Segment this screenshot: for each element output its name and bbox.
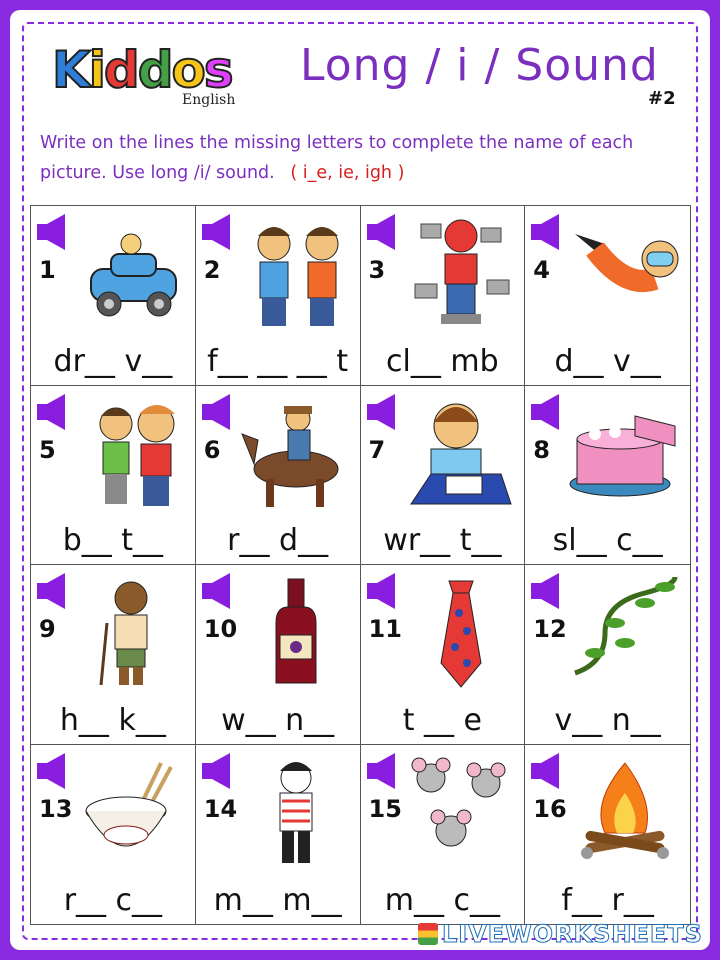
cell-number: 3 [368, 256, 386, 284]
logo-wordmark [52, 42, 262, 98]
wine-bottle-picture [236, 573, 356, 691]
missing-letters-word[interactable]: d__ v__ [554, 343, 661, 379]
logo-letter: s [203, 41, 232, 99]
speaker-icon[interactable] [529, 751, 569, 791]
cell-number: 10 [203, 615, 238, 643]
exercise-cell [196, 745, 361, 925]
exercise-cell [525, 565, 690, 745]
exercise-cell [525, 745, 690, 925]
missing-letters-word[interactable]: m__ c__ [384, 883, 500, 918]
kiddos-logo [52, 42, 262, 112]
speaker-icon[interactable] [200, 751, 240, 791]
cake-slice-picture [565, 394, 685, 512]
exercise-cell [196, 565, 361, 745]
missing-letters-word[interactable]: sl__ c__ [552, 523, 663, 558]
logo-letter: i [88, 41, 104, 99]
necktie-picture [401, 573, 521, 691]
vine-picture [565, 573, 685, 691]
cell-number: 4 [533, 256, 550, 284]
speaker-icon[interactable] [200, 212, 240, 252]
exercise-cell [31, 745, 196, 925]
exercise-grid [30, 205, 691, 925]
cell-number: 1 [39, 256, 56, 284]
missing-letters-word[interactable]: wr__ t__ [383, 523, 502, 558]
speaker-icon[interactable] [35, 212, 75, 252]
speaker-icon[interactable] [365, 751, 405, 791]
exercise-cell [196, 206, 361, 386]
logo-letter: K [52, 41, 89, 99]
exercise-cell [525, 386, 690, 566]
speaker-icon[interactable] [529, 212, 569, 252]
logo-letter: d [103, 41, 138, 99]
cell-number: 5 [39, 435, 56, 464]
missing-letters-word[interactable]: b__ t__ [62, 523, 164, 558]
logo-letter: o [171, 41, 204, 99]
exercise-cell [361, 565, 526, 745]
cell-number: 2 [203, 256, 221, 284]
speaker-icon[interactable] [529, 392, 569, 432]
exercise-cell [361, 745, 526, 925]
missing-letters-word[interactable]: v__ n__ [554, 702, 661, 738]
logo-letter: d [137, 41, 172, 99]
missing-letters-word[interactable]: h__ k__ [59, 702, 166, 738]
speaker-icon[interactable] [365, 571, 405, 611]
instructions [40, 128, 680, 188]
bite-picture [71, 394, 191, 512]
cell-number: 12 [533, 615, 567, 643]
exercise-cell [361, 386, 526, 566]
missing-letters-word[interactable]: r__ c__ [63, 883, 163, 918]
cell-number: 11 [368, 615, 402, 643]
speaker-icon[interactable] [365, 392, 405, 432]
cell-number: 16 [533, 794, 567, 823]
hiker-picture [71, 573, 191, 691]
car-picture [71, 214, 191, 332]
cell-number: 7 [368, 435, 386, 464]
diver-picture [565, 214, 685, 332]
rice-bowl-picture [71, 753, 191, 871]
missing-letters-word[interactable]: w__ n__ [221, 702, 335, 738]
footer-brand-text: LIVEWORKSHEETS [442, 920, 703, 948]
cell-number: 14 [203, 794, 238, 823]
campfire-picture [565, 753, 685, 871]
cell-number: 13 [39, 794, 73, 823]
climb-picture [401, 214, 521, 332]
missing-letters-word[interactable]: r__ d__ [227, 523, 329, 558]
cell-number: 8 [533, 435, 550, 464]
horse-rider-picture [236, 394, 356, 512]
speaker-icon[interactable] [35, 571, 75, 611]
exercise-cell [196, 386, 361, 566]
sheet-number: #2 [648, 88, 676, 109]
exercise-cell [31, 565, 196, 745]
speaker-icon[interactable] [200, 392, 240, 432]
logo-subtitle: English [182, 92, 236, 108]
cell-number: 9 [39, 615, 56, 643]
speaker-icon[interactable] [365, 212, 405, 252]
missing-letters-word[interactable]: t __ e [402, 702, 483, 738]
missing-letters-word[interactable]: f__ r__ [561, 883, 654, 918]
speaker-icon[interactable] [200, 571, 240, 611]
speaker-icon[interactable] [35, 392, 75, 432]
fight-picture [236, 214, 356, 332]
missing-letters-word[interactable]: cl__ mb [386, 343, 499, 379]
missing-letters-word[interactable]: f__ __ __ t [207, 343, 349, 379]
exercise-cell [31, 206, 196, 386]
mice-picture [401, 753, 521, 871]
cell-number: 6 [203, 435, 221, 464]
instructions-text: Write on the lines the missing letters to complete the name of each picture. Use long /i/ sound. [40, 133, 634, 183]
speaker-icon[interactable] [529, 571, 569, 611]
missing-letters-word[interactable]: m__ m__ [213, 883, 342, 918]
exercise-cell [31, 386, 196, 566]
footer-brand [418, 920, 703, 948]
speaker-icon[interactable] [35, 751, 75, 791]
writing-boy-picture [401, 394, 521, 512]
liveworksheets-logo-icon [418, 923, 438, 945]
exercise-cell [525, 206, 690, 386]
exercise-cell [361, 206, 526, 386]
page-title: Long / i / Sound [300, 40, 659, 91]
mime-picture [236, 753, 356, 871]
instructions-hint: ( i_e, ie, igh ) [290, 163, 405, 183]
cell-number: 15 [368, 794, 402, 823]
missing-letters-word[interactable]: dr__ v__ [53, 343, 173, 379]
